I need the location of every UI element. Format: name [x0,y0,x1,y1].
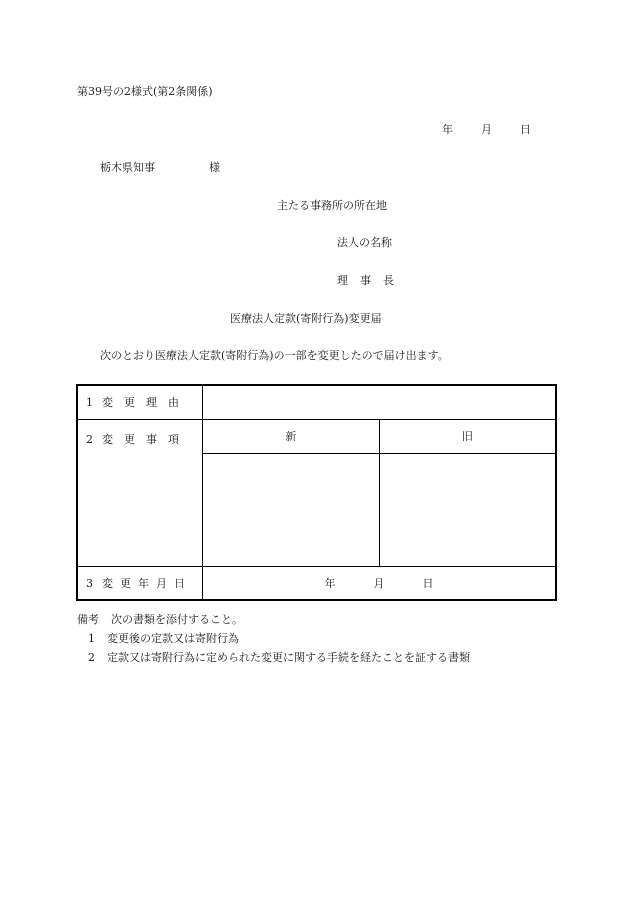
document-title: 医療法人定款(寄附行為)変更届 [230,312,382,325]
old-content-field[interactable] [379,453,556,566]
row-change-reason [77,385,556,419]
row-change-items-header [77,419,556,453]
note-item: 2 定款又は寄附行為に定められた変更に関する手続を経たことを証する書類 [88,651,470,664]
change-date-day: 日 [422,576,434,590]
office-address-label: 主たる事務所の所在地 [277,199,387,212]
chairman-label [337,275,394,286]
date-month: 月 [481,123,492,136]
addressee [100,162,220,173]
notes-heading: 備考 [77,613,99,626]
date-day: 日 [520,123,531,136]
chairman-char-1: 理 [337,274,348,287]
change-date-year: 年 [324,576,336,590]
new-content-field[interactable] [203,453,380,566]
intro-text: 次のとおり医療法人定款(寄附行為)の一部を変更したので届け出ます。 [100,349,449,362]
change-date-label: 3 変 更 年 月 日 [77,566,203,600]
change-reason-field[interactable] [203,385,557,419]
change-date-month: 月 [373,576,385,590]
chairman-char-3: 長 [383,274,394,287]
notes-intro: 次の書類を添付すること。 [111,613,243,626]
date-line [442,124,531,135]
new-column-header: 新 [203,419,380,453]
change-form-table [76,384,557,601]
change-date-field[interactable] [203,566,557,600]
form-number: 第39号の2様式(第2条関係) [77,85,213,98]
row-change-date [77,566,556,600]
old-column-header: 旧 [379,419,556,453]
addressee-name: 栃木県知事 [100,161,155,174]
chairman-char-2: 事 [360,274,371,287]
corp-name-label: 法人の名称 [337,236,392,249]
addressee-honorific: 様 [209,161,220,174]
change-items-label: 2 変 更 事 項 [77,419,203,566]
date-year: 年 [442,123,453,136]
note-item: 1 変更後の定款又は寄附行為 [88,632,239,645]
notes-heading-line [77,614,243,625]
change-reason-label: 1 変 更 理 由 [77,385,203,419]
